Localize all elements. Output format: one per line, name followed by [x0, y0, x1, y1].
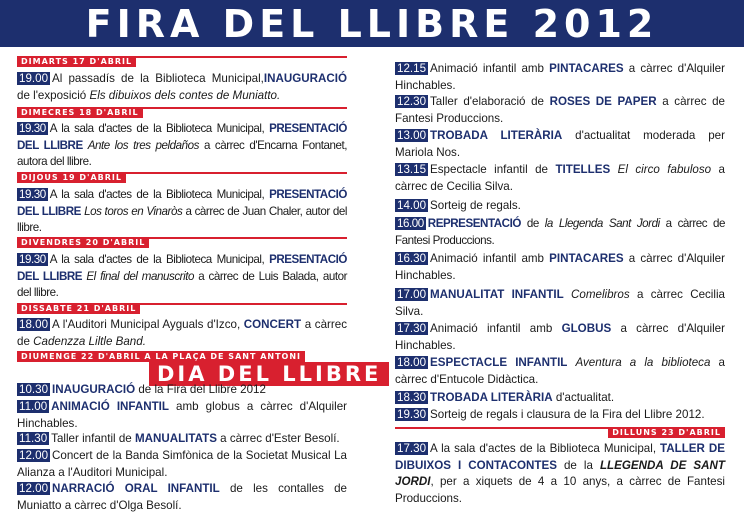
- event-highlight: PINTACARES: [549, 62, 624, 75]
- event-text: de la: [556, 458, 600, 472]
- event-highlight: PRESENTACIÓ DEL LLIBRE: [17, 188, 347, 218]
- event-entry: [17, 431, 347, 448]
- event-entry: [395, 128, 725, 161]
- event-title: Ante los tres peldaños: [87, 138, 200, 152]
- event-highlight: PRESENTACIÓ DEL LLIBRE: [17, 122, 347, 152]
- event-text: , per a xiquets de 4 a 10 anys, a càrrec de Fantesi Produccions.: [395, 475, 725, 505]
- event-highlight: ROSES DE PAPER: [549, 95, 657, 108]
- day-label-friday: DIVENDRES 20 D'ABRIL: [17, 237, 149, 248]
- event-title: Cadenzza Liltle Band.: [33, 334, 146, 348]
- event-time: 16.30: [397, 252, 427, 265]
- event-text: Sorteig de regals i clausura de la Fira del Llibre 2012.: [430, 408, 705, 421]
- event-highlight: NARRACIÓ ORAL INFANTIL: [52, 482, 220, 495]
- event-text: a càrrec de: [17, 318, 347, 348]
- event-time: 19.30: [19, 253, 46, 266]
- event-text: Sorteig de regals.: [430, 199, 521, 212]
- page-title: FIRA DEL LLIBRE 2012: [85, 1, 659, 46]
- event-highlight: TROBADA LITERÀRIA: [430, 391, 553, 404]
- event-text: a càrrec d'Alquiler Hinchables.: [395, 62, 725, 92]
- event-highlight: TROBADA LITERÀRIA: [430, 129, 563, 142]
- event-text: d'actualitat.: [552, 391, 615, 404]
- event-time: 19.00: [19, 72, 49, 85]
- event-text: A la sala d'actes de la Biblioteca Municipal,: [430, 442, 661, 455]
- event-highlight: INAUGURACIÓ: [263, 72, 347, 85]
- event-highlight: PRESENTACIÓ DEL LLIBRE: [17, 253, 347, 283]
- event-text: A la sala d'actes de la Biblioteca Municipal,: [49, 122, 270, 135]
- event-highlight: PINTACARES: [549, 252, 624, 265]
- event-highlight: MANUALITAT INFANTIL: [430, 288, 564, 301]
- event-time: 19.30: [397, 408, 427, 421]
- event-time: 18.00: [397, 356, 427, 369]
- event-entry: [395, 407, 725, 424]
- event-title: LLEGENDA DE SANT JORDI: [395, 458, 725, 489]
- event-time: 13.00: [397, 129, 427, 142]
- event-text: a càrrec de Juan Chaler, autor del llibre.: [17, 204, 347, 235]
- event-highlight: MANUALITATS: [134, 432, 217, 445]
- event-entry: [395, 355, 725, 388]
- event-text: a càrrec d'Entucole Didàctica.: [395, 356, 725, 386]
- event-entry: [17, 481, 347, 514]
- event-highlight: REPRESENTACIÓ: [427, 217, 521, 230]
- event-text: amb globus a càrrec d'Alquiler Hinchables.: [17, 400, 348, 430]
- event-highlight: ESPECTACLE INFANTIL: [430, 356, 568, 369]
- event-title: El circo fabuloso: [617, 163, 712, 176]
- event-text: a càrrec d'Alquiler Hinchables.: [395, 252, 725, 282]
- header-banner: [0, 0, 744, 47]
- event-entry: [395, 321, 725, 354]
- event-entry: [17, 187, 347, 237]
- event-text: A la sala d'actes de la Biblioteca Municipal,: [49, 253, 270, 266]
- event-text: a càrrec de Luis Balada, autor del llibre.: [17, 269, 347, 300]
- dia-del-llibre-banner: DIA DEL LLIBRE: [149, 362, 389, 386]
- event-text: [564, 288, 571, 301]
- event-text: a càrrec de Fantesi Produccions.: [395, 217, 725, 247]
- event-text: a càrrec Cecilia Silva.: [395, 288, 725, 318]
- event-time: 17.00: [397, 288, 427, 301]
- day-label-wednesday: DIMECRES 18 D'ABRIL: [17, 107, 143, 118]
- event-highlight: TALLER DE DIBUIXOS I CONTACONTES: [395, 442, 725, 472]
- event-text: Taller d'elaboració de: [430, 95, 550, 108]
- event-text: de: [520, 217, 545, 230]
- event-text: a càrrec d'Alquiler Hinchables.: [395, 322, 725, 352]
- event-title: Els dibuixos dels contes de Muniatto.: [89, 88, 281, 102]
- event-text: a càrrec d'Ester Besolí.: [216, 432, 340, 445]
- event-entry: [17, 317, 347, 350]
- event-time: 19.30: [19, 122, 46, 135]
- event-time: 10.30: [19, 383, 49, 396]
- event-entry: [395, 287, 725, 320]
- event-entry: [395, 198, 725, 215]
- event-text: a càrrec de Cecilia Silva.: [395, 163, 725, 193]
- day-label-thursday: DIJOUS 19 D'ABRIL: [17, 172, 126, 183]
- event-title: Aventura a la biblioteca: [575, 356, 711, 369]
- event-text: Taller infantil de: [51, 432, 135, 445]
- event-text: Concert de la Banda Simfònica de la Societat Musical La Alianza a l'Auditori Municipal.: [17, 449, 347, 479]
- event-highlight: INAUGURACIÓ: [52, 383, 136, 396]
- event-entry: [395, 94, 725, 127]
- event-text: Espectacle infantil de: [430, 163, 556, 176]
- event-text: Animació infantil amb: [430, 252, 550, 265]
- event-time: 13.15: [397, 163, 427, 176]
- event-text: Al passadís de la Biblioteca Municipal,: [52, 72, 264, 85]
- event-entry: [17, 252, 347, 302]
- event-title: El final del manuscrito: [86, 269, 194, 283]
- event-entry: [395, 251, 725, 284]
- event-time: 19.30: [19, 188, 46, 201]
- day-label-saturday: DISSABTE 21 D'ABRIL: [17, 303, 140, 314]
- event-text: a càrrec d'Encarna Fontanet, autora del llibre.: [17, 138, 348, 169]
- event-text: [610, 163, 617, 176]
- event-title: la Llegenda Sant Jordi: [544, 217, 660, 230]
- event-entry: [17, 121, 347, 171]
- event-text: de la Fira del Llibre 2012: [135, 383, 266, 396]
- event-entry: [17, 382, 347, 399]
- event-entry: [395, 390, 725, 407]
- event-highlight: TITELLES: [555, 163, 611, 176]
- event-text: Animació infantil amb: [430, 322, 562, 335]
- event-time: 16.00: [397, 217, 424, 230]
- event-time: 17.30: [397, 442, 427, 455]
- event-time: 18.30: [397, 391, 427, 404]
- day-label-monday: DILLUNS 23 D'ABRIL: [608, 427, 725, 438]
- event-entry: [395, 61, 725, 94]
- event-text: d'actualitat moderada per Mariola Nos.: [395, 129, 725, 159]
- event-entry: [17, 399, 347, 432]
- event-time: 11.30: [19, 432, 48, 445]
- event-time: 17.30: [397, 322, 427, 335]
- event-time: 14.00: [397, 199, 427, 212]
- event-text: a càrrec de Fantesi Produccions.: [395, 95, 725, 125]
- event-title: Comelibros: [571, 288, 630, 301]
- event-entry: [17, 71, 347, 104]
- event-time: 12.00: [19, 449, 49, 462]
- event-entry: [395, 441, 725, 507]
- event-title: Los toros en Vinaròs: [84, 204, 183, 218]
- event-highlight: ANIMACIÓ INFANTIL: [51, 400, 169, 413]
- event-text: de l'exposició: [17, 88, 90, 102]
- event-text: Animació infantil amb: [430, 62, 550, 75]
- event-text: A la sala d'actes de la Biblioteca Municipal,: [49, 188, 270, 201]
- event-highlight: CONCERT: [243, 318, 302, 331]
- event-entry: [395, 162, 725, 195]
- day-label-tuesday: DIMARTS 17 D'ABRIL: [17, 56, 136, 67]
- event-highlight: GLOBUS: [561, 322, 612, 335]
- event-entry: [395, 216, 725, 249]
- event-time: 18.00: [19, 318, 49, 331]
- event-time: 12.30: [397, 95, 427, 108]
- event-time: 11.00: [19, 400, 48, 413]
- event-text: de les contalles de Muniatto a càrrec d'Olga Besolí.: [17, 482, 347, 512]
- event-time: 12.15: [397, 62, 427, 75]
- day-label-sunday: DIUMENGE 22 D'ABRIL A LA PLAÇA DE SANT ANTONI: [17, 351, 305, 362]
- event-time: 12.00: [19, 482, 49, 495]
- event-entry: [17, 448, 347, 481]
- event-text: A l'Auditori Municipal Ayguals d'Izco,: [52, 318, 244, 331]
